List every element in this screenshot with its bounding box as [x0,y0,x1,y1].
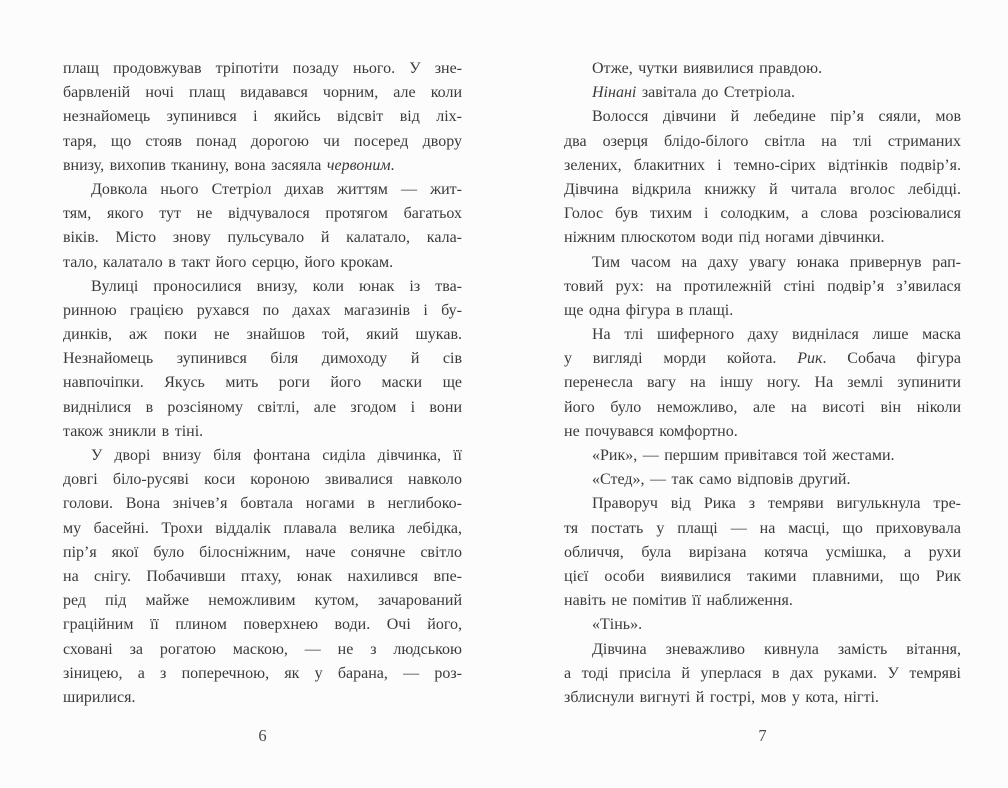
text-line [564,275,961,299]
text-line [564,492,961,516]
text-run: перенесла вагу на іншу ногу. На землі зупинити [564,374,961,392]
text-run: обличчя, була вирізана котяча усмішка, а рухи [564,543,961,561]
text-line [564,444,961,468]
text-line [63,492,462,516]
text-line [63,541,462,565]
text-line [63,154,462,178]
paragraph [564,251,961,324]
text-line [564,299,961,323]
text-run: Довкола нього Стетріол дихав життям — жит- [91,180,462,198]
text-line [63,323,462,347]
text-line [564,226,961,250]
text-run: Тим часом на даху увагу юнака привернув рап- [592,253,961,271]
text-run: тям, якого тут не відчувалося протягом багатьох [63,205,462,223]
text-line [63,81,462,105]
paragraph [564,468,961,492]
text-line [63,251,462,275]
paragraph [63,57,462,178]
text-run: плащ продовжував тріпотіти позаду нього. У зне- [63,60,462,77]
text-line [564,468,961,492]
text-line [63,638,462,662]
text-line [564,154,961,178]
text-run: на снігу. Побачивши птаху, юнак нахилився впе- [63,567,462,585]
text-run: навіть не помітив її наближення. [564,592,793,610]
text-line [63,130,462,154]
text-line [564,81,961,105]
text-run: цієї особи виявилися такими плавними, що Рик [564,567,961,585]
text-run: сховані за рогатою маскою, — не з людською [63,640,462,658]
text-line [564,420,961,444]
text-line [63,468,462,492]
text-line [63,517,462,541]
text-run: . Собача фігура [822,350,961,368]
text-line [564,57,961,81]
page-number-left: 6 [258,726,267,745]
text-line [564,130,961,154]
text-line [63,396,462,420]
text-run: Дівчина зневажливо кивнула замість вітання, [592,640,961,658]
text-run: товий рух: на протилежній стіні подвір’я з’явилася [564,277,961,295]
text-run: незнайомець зупинився і якийсь відсвіт від ліх- [63,108,462,126]
text-run: не почувався комфортно. [564,422,738,440]
text-line [564,686,961,710]
text-run: виднілися в розсіяному світлі, але згодом і вони [63,398,462,416]
paragraph [564,57,961,81]
page-number-right: 7 [758,726,767,745]
text-line [63,420,462,444]
text-run: На тлі шиферного даху виднілася лише маска [592,326,961,344]
text-line [63,444,462,468]
text-run: ринною грацією рухався по дахах магазинів і бу- [63,301,462,319]
text-line [564,371,961,395]
text-run: Незнайомець зупинився біля димоходу й сів [63,350,462,368]
text-run: ніжним плюскотом води під ногами дівчинки. [564,229,885,247]
text-run: «Тінь». [592,616,643,634]
text-run: також зникли в тіні. [63,422,204,440]
text-line [564,323,961,347]
text-line [63,275,462,299]
text-line [63,686,462,710]
paragraph [63,178,462,275]
text-run: два озерця блідо-білого світла на тлі стриманих [564,132,961,150]
text-line [564,613,961,637]
text-run: «Рик», — першим привітався той жестами. [592,447,895,464]
paragraph [63,444,462,710]
text-run: тало, калатало в такт його серцю, його крокам. [63,253,394,271]
text-run: ширилися. [63,688,136,706]
text-run: а тоді присіла й уперлася в дах руками. У темряві [564,664,961,682]
text-line [564,662,961,686]
text-run: граційним її плином поверхнею води. Очі його, [63,616,462,634]
text-run: Волосся дівчини й лебедине пір’я сяяли, мов [592,108,961,126]
text-run: віків. Місто знову пульсувало й калатало, кала- [63,229,462,247]
page-left-text-block [63,57,462,710]
italic-text-run: Нінані [592,84,637,102]
italic-text-run: червоним [326,156,391,174]
text-line [63,565,462,589]
text-line [564,178,961,202]
text-run: барвленій ночі плащ видавався чорним, але коли [63,84,462,102]
paragraph [564,323,961,444]
text-line [564,565,961,589]
text-line [564,541,961,565]
text-run: Вулиці проносилися внизу, коли юнак із тва- [91,277,462,295]
text-line [63,347,462,371]
text-run: ред під майже неможливим кутом, зачарований [63,592,462,610]
text-run: таря, що стояв понад дорогою чи посеред двору [63,132,462,150]
text-run: його було неможливо, але на висоті він ніколи [564,398,961,416]
italic-text-run: Рик [797,350,823,368]
text-run: «Стед», — так само відповів другий. [592,471,851,489]
text-line [63,226,462,250]
text-run: Отже, чутки виявилися правдою. [592,60,823,77]
text-line [63,299,462,323]
text-run: пір’я якої було білосніжним, наче сонячне світло [63,543,462,561]
text-run: тя постать у плащі — на масці, що приховувала [564,519,961,537]
text-run: завітала до Стетріола. [636,84,795,102]
text-run: голови. Вона знічев’я бовтала ногами в неглибоко- [63,495,462,513]
paragraph [564,81,961,105]
text-run: У дворі внизу біля фонтана сиділа дівчинка, її [91,447,462,464]
paragraph [564,105,961,250]
text-run: Праворуч від Рика з темряви вигулькнула тре- [592,495,961,513]
text-line [564,105,961,129]
text-run: зелених, блакитних і темно-сірих відтінків подвір’я. [564,156,961,174]
paragraph [564,613,961,637]
text-line [564,347,961,371]
text-line [63,589,462,613]
paragraph [564,492,961,613]
page-right-text-block [564,57,961,710]
text-run: ще одна фігура в плащі. [564,301,734,319]
text-line [63,57,462,81]
text-run: му басейні. Трохи віддалік плавала велика лебідка, [63,519,462,537]
paragraph [63,275,462,444]
text-line [564,589,961,613]
text-line [564,396,961,420]
text-run: зблиснули вигнуті й гострі, мов у кота, нігті. [564,688,879,706]
text-run: Дівчина відкрила книжку й читала вголос лебідці. [564,180,961,198]
text-line [63,371,462,395]
text-run: внизу, вихопив тканину, вона засяяла [63,156,327,174]
text-run: навпочіпки. Якусь мить роги його маски ще [63,374,462,392]
text-run: зіницею, а з поперечною, як у барана, — роз- [63,664,462,682]
text-line [63,613,462,637]
text-run: Голос був тихим і солодким, а слова розсіювалися [564,205,961,223]
text-line [63,202,462,226]
text-line [564,638,961,662]
text-line [63,178,462,202]
text-line [564,251,961,275]
text-line [63,662,462,686]
paragraph [564,444,961,468]
text-run: . [390,156,395,174]
paragraph [564,638,961,711]
text-run: довгі біло-русяві коси короною звивалися навколо [63,471,462,489]
text-run: динків, аж поки не знайшов той, який шукав. [63,326,462,344]
text-line [564,202,961,226]
text-run: у вигляді морди койота. [564,350,798,368]
text-line [63,105,462,129]
text-line [564,517,961,541]
